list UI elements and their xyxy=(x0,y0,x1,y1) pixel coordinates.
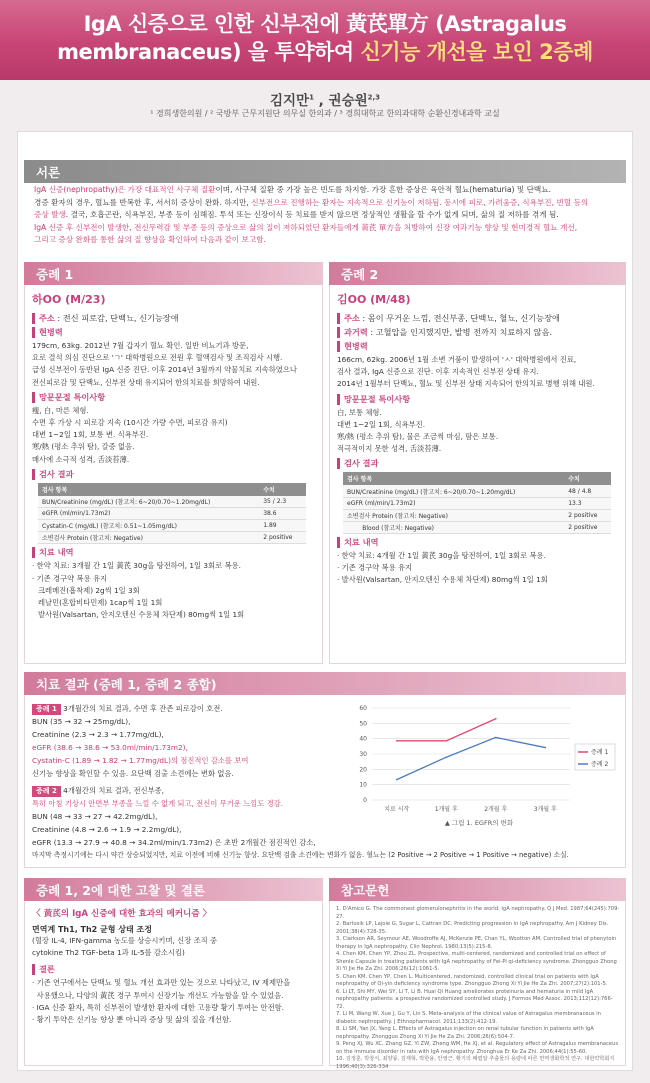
case1-feat-line: 수면 후 가상 시 피로감 지속 (10시간 가량 수면, 피로감 유지) xyxy=(32,418,228,428)
intro-p2: 경증 환자의 경우, 혈뇨를 반복한 후, 서서히 증상이 완화. 하지만, xyxy=(34,197,252,207)
case2-feat-line: 白, 보통 체형. xyxy=(337,407,382,417)
results-case1-tag: 증례 1 xyxy=(32,704,61,715)
table-row xyxy=(343,497,611,509)
case1-feat-line: 매사에 소극적 성격, 舌淡苔薄. xyxy=(32,454,130,464)
results-line: 신기능 향상을 확인할 수 있음. 요단백 검출 소견에는 변화 없음. xyxy=(32,769,234,778)
x-tick-label: 1개월 후 xyxy=(434,806,458,813)
lab-value: 38.6 xyxy=(259,508,306,520)
case2-lab-label: 검사 결과 xyxy=(337,458,625,469)
lab-item: BUN/Creatinine (mg/dL) (참고치: 6~20/0.70~1.20mg/dL) xyxy=(343,485,564,497)
results-case1 xyxy=(32,702,332,780)
reference-item: 1. D'Amico G. The commonest glomerulonephritis in the world: IgA nephropathy. Q J Med. 1987;64(245):709-27. xyxy=(336,906,620,920)
data-point xyxy=(445,740,447,742)
intro-p4: IgA 신증 후 신부전이 발생한, 전신무력감 및 부종 등의 증상으로 삶의 질이 저하되었던 환자들에게 黃芪 單方을 처방하여 신장 여과기능 향상 및 현미경적 혈뇨 개선, xyxy=(34,222,578,232)
reference-item: 2. Bartosik LP, Lajoie G, Sugar L, Cattran DC. Predicting progression in IgA nephropathy. Am J Kidney Dis. 2001;38(4):728-35. xyxy=(336,921,609,935)
y-tick-label: 40 xyxy=(359,735,367,743)
case1-hx xyxy=(32,340,322,389)
case1-feat-line: 瘦, 白, 마른 체형. xyxy=(32,405,89,415)
intro-p3: . 결국, 호흡곤란, 식욕부진, 부종 등이 심해짐. 투석 또는 신장이식 등 치료를 받지 않으면 정상적인 생활을 할 수가 없게 되며, 삶의 질 저하를 겪게 됨. xyxy=(65,210,559,219)
case1-cc-label: 주소 xyxy=(39,313,55,323)
data-point xyxy=(544,747,546,749)
case2-hx xyxy=(337,354,625,391)
case1-lab-table xyxy=(38,483,306,545)
x-tick-label: 3개월 후 xyxy=(533,806,557,813)
case2-hx-line: 2014년 1월부터 단백뇨, 혈뇨 및 신부전 상태 지속되어 한의치료 병행 위해 내원. xyxy=(337,379,595,389)
conclusion-line: · 황기 투약은 신기능 향상 뿐 아니라 증상 및 삶의 질을 개선함. xyxy=(32,1015,232,1025)
lab-value: 1.89 xyxy=(259,520,306,532)
y-tick-label: 30 xyxy=(359,751,367,758)
egfr-chart xyxy=(338,700,620,818)
reference-item: 3. Clarkson AR, Seymour AE, Woodroffe AJ, McKenzie PE, Chan YL, Wootton AM. Controlled trial of phenytoin therapy in IgA nephropathy. Clin Nephrol. 1980;13(5):215-8. xyxy=(336,936,617,950)
case2-hx-line: 검사 결과, IgA 신증으로 진단. 이후 지속적인 신부전 상태 유지. xyxy=(337,367,539,377)
table-row xyxy=(38,496,306,508)
intro-p1: 이며, 사구체 질환 중 가장 높은 빈도를 차지함. 가장 흔한 증상은 육안적 혈뇨(hematuria) 및 단백뇨. xyxy=(215,185,552,194)
data-point xyxy=(495,718,497,720)
reference-item: 4. Chen KM, Chen YP, Zhou ZL. Prospective, multi-centered, randomized and controlled trial on effect of Shenle Capsule in treating patients with IgA nephropathy of Fei-Pi qi-deficiency syndrome. Zhongguo Zhong Xi Yi Jie He Za Zhi. 2006;26(12):1061-5. xyxy=(336,951,617,972)
case2-feat-line: 寒/熱 (평소 추위 탐), 물은 조금씩 마심, 땀은 보통. xyxy=(337,432,499,442)
case1-hx-label: 현병력 xyxy=(32,327,322,338)
reference-item: 5. Chen KM, Chen YP, Chen L. Multicentered, randomized, controlled clinical trial on patients with IgA nephropathy of Qi-yin deficiency syndrome type. Zhongguo Zhong Xi Yi Jie He Za Zhi. 2007;27(2):101-5. xyxy=(336,973,608,987)
results-heading: 치료 결과 (증례 1, 증례 2 종합) xyxy=(24,672,626,695)
title-line-1: IgA 신증으로 인한 신부전에 黃芪單方 (Astragalus xyxy=(83,12,567,36)
lab-item: 소변검사 Protein (참고치: Negative) xyxy=(343,509,564,521)
poster-title xyxy=(0,10,650,66)
case2-pmh-text: 고혈압을 인지했지만, 발병 전까지 치료하지 않음. xyxy=(375,327,553,337)
y-tick-label: 0 xyxy=(363,797,367,804)
case2-feat-line: 적극적이지 못한 성격, 舌淡苔薄. xyxy=(337,444,442,454)
lab-value: 2 positive xyxy=(564,521,611,533)
case1-feat-label: 망문문절 특이사항 xyxy=(32,392,322,403)
intro-p1-red: IgA 신증(nephropathy)은 가장 대표적인 사구체 질환 xyxy=(34,185,216,194)
results-line: 3개월간의 치료 결과, 수면 후 잔존 피로감이 호전. xyxy=(63,704,223,713)
conclusion xyxy=(32,977,320,1026)
x-tick-label: 치료 시작 xyxy=(384,806,410,813)
case2-content xyxy=(337,291,625,587)
lab-item: eGFR (ml/min/1.73m2) xyxy=(343,497,564,509)
y-tick-label: 50 xyxy=(359,720,367,728)
author-2: 권승원 xyxy=(328,93,368,109)
table-row xyxy=(38,508,306,520)
case2-cc: 주소 : 몸이 무거운 느낌, 전신부종, 단백뇨, 혈뇨, 신기능장애 xyxy=(337,313,625,324)
reference-item: 6. Li LT, Shi MY, Wei SY, Li T, Li B. Huai Qi Huang ameliorates proteinuria and hematuria in mild IgA nephropathy patients: a prospective randomized controlled study. J Formos Med Assoc. 2013;112(12):766-72. xyxy=(336,988,613,1010)
conclusion-line: · 기존 연구에서는 단백뇨 및 혈뇨 개선 효과만 있는 것으로 나타났고, IV 제제만을 xyxy=(32,978,291,988)
case1-tx-label: 치료 내역 xyxy=(32,547,322,558)
y-tick-label: 60 xyxy=(359,705,367,712)
case2-tx-line: · 한약 치료: 4개월 간 1일 黃芪 30g을 탕전하여, 1일 3회로 복용. xyxy=(337,550,546,560)
mechanism-line: (혈장 IL-4, IFN-gamma 농도를 상승시키며, 신장 조직 중 xyxy=(32,936,218,945)
data-point xyxy=(445,756,447,758)
lab-item: BUN/Creatinine (mg/dL) (참고치: 6~20/0.70~1.20mg/dL) xyxy=(38,496,259,508)
case1-cc-text: 전신 피로감, 단백뇨, 신기능장애 xyxy=(62,313,179,323)
data-point xyxy=(396,740,398,742)
table-row xyxy=(343,509,611,521)
case1-hx-line: 급성 신부전이 동반된 IgA 신증 진단. 이후 2014년 3월까지 약물치료 지속하였으나 xyxy=(32,365,297,375)
lab-value: 13.3 xyxy=(564,497,611,509)
data-point xyxy=(396,779,398,781)
reference-item: 7. Li M, Wang W, Xue J, Gu Y, Lin S. Meta-analysis of the clinical value of Astragalus membranaceus in diabetic nephropathy. J Ethnopharmacol. 2011;133(2):412-19. xyxy=(336,1011,601,1025)
title-line-2-a: membranaceus) 을 투약하여 xyxy=(57,40,361,64)
table-row xyxy=(343,521,611,533)
reference-list xyxy=(336,906,620,1070)
intro-heading: 서론 xyxy=(24,160,626,183)
author-1-sup: 1 xyxy=(309,93,314,102)
case1-tx-line: 크레메진(흡착제) 2g씩 1일 3회 xyxy=(38,585,140,595)
table-row xyxy=(38,532,306,544)
case2-heading: 증례 2 xyxy=(329,262,626,285)
conclusion-line: 사용했으나, 다양의 黃芪 경구 투여시 신장기능 개선도 가능함을 알 수 있었음. xyxy=(32,990,284,1000)
lab-value: 2 positive xyxy=(259,532,306,544)
authors xyxy=(0,89,650,109)
case2-feat-line: 대변 1~2일 1회, 식욕부진. xyxy=(337,419,426,429)
case1-hx-line: 179cm, 63kg. 2012년 7월 갑자기 혈뇨 확인. 일반 비뇨기과 방문, xyxy=(32,341,249,350)
results-line: 마지막 측정시기에는 다시 약간 상승되었지만, 치료 이전에 비해 신기능 향상. 요단백 검출 소견에는 변화가 없음. 혈뇨는 (2 Positive → 2 Positive → 1 Positive → negative) 소실. xyxy=(32,851,569,859)
case1-patient: 하OO (M/23) xyxy=(32,293,106,306)
author-2-sup: 2,3 xyxy=(367,93,381,102)
case2-pmh-label: 과거력 xyxy=(344,327,368,337)
references-heading: 참고문헌 xyxy=(329,878,626,901)
lab-item: Cystatin-C (mg/dL) (참고치: 0.51~1.05mg/dL) xyxy=(38,520,259,532)
case1-content xyxy=(32,291,322,621)
intro-p2-red: 신부전으로 진행하는 환자는 지속적으로 신기능이 저하됨. 동시에 피로, 가려움증, 식욕부진, 빈혈 등의 xyxy=(251,197,589,207)
mechanism-line: cytokine Th2 TGF-beta 1과 IL-5를 감소시킴) xyxy=(32,948,185,958)
results-line: eGFR (38.6 → 38.6 → 53.0ml/min/1.73m2), xyxy=(32,743,188,752)
discussion-heading: 증례 1, 2에 대한 고찰 및 결론 xyxy=(24,878,323,901)
case1-lab-label: 검사 결과 xyxy=(32,469,322,480)
author-sep: , xyxy=(313,93,329,109)
table-row xyxy=(38,520,306,532)
legend-label: 증례 2 xyxy=(591,761,609,768)
intro-p3-red: 증상 발생 xyxy=(34,210,66,219)
case2-hx-label: 현병력 xyxy=(337,341,625,352)
case2-cc-label: 주소 xyxy=(344,313,360,323)
discussion-content xyxy=(32,907,320,1026)
lab-item: eGFR (ml/min/1.73m2) xyxy=(38,508,259,520)
case1-heading: 증례 1 xyxy=(24,262,323,285)
results-case2-tag: 증례 2 xyxy=(32,786,61,797)
lab-col-item: 검사 항목 xyxy=(38,483,259,496)
case2-pmh: 과거력 : 고혈압을 인지했지만, 발병 전까지 치료하지 않음. xyxy=(337,327,625,338)
table-row xyxy=(343,485,611,497)
lab-value: 35 / 2.3 xyxy=(259,496,306,508)
intro-p5: 그리고 증상 완화를 통한 삶의 질 향상을 확인하여 다음과 같이 보고함. xyxy=(34,235,266,244)
results-line: eGFR (13.3 → 27.9 → 40.8 → 34.2ml/min/1.73m2) 은 초반 2개월간 점진적인 감소, xyxy=(32,838,316,847)
title-banner xyxy=(0,0,650,80)
affiliations: ¹ 경희생한의원 / ² 국방부 근무지원단 의무실 한의과 / ³ 경희대학교 한의과대학 순환신경내과학 교실 xyxy=(150,109,500,118)
case2-feat-label: 망문문절 특이사항 xyxy=(337,394,625,405)
case2-cc-text: 몸이 무거운 느낌, 전신부종, 단백뇨, 혈뇨, 신기능장애 xyxy=(367,313,560,323)
title-highlight: 신기능 개선을 보인 2증례 xyxy=(360,40,593,64)
case1-tx xyxy=(32,560,322,621)
case1-feat-line: 寒/熱 (평소 추위 탐), 갈증 없음. xyxy=(32,442,135,452)
legend-label: 증례 1 xyxy=(591,749,609,756)
x-tick-label: 2개월 후 xyxy=(484,806,508,813)
mechanism-subtitle: 면역계 Th1, Th2 균형 상태 조정 xyxy=(32,925,152,934)
case2-patient: 김OO (M/48) xyxy=(337,293,411,306)
lab-col-item: 검사 항목 xyxy=(343,472,564,485)
case1-tx-line: · 한약 치료: 3개월 간 1일 黃芪 30g을 탕전하여, 1일 3회로 복용. xyxy=(32,561,241,571)
conclusion-line: · IGA 신증 환자, 특히 신부전이 발생한 환자에 대한 고용량 황기 투여는 안전함. xyxy=(32,1002,285,1012)
chart-caption: ▲ 그림 1. EGFR의 변화 xyxy=(444,819,514,827)
results-line: BUN (35 → 32 → 25mg/dL), xyxy=(32,717,131,726)
case1-feat-line: 대변 1~2일 1회, 보통 변. 식욕부진. xyxy=(32,430,149,440)
results-line: Creatinine (4.8 → 2.6 → 1.9 → 2.2mg/dL), xyxy=(32,825,182,834)
case2-hx-line: 166cm, 62kg. 2006년 1월 소변 거품이 발생하여 'ㅅ' 대학병원에서 진료, xyxy=(337,355,577,364)
lab-item: 소변검사 Protein (참고치: Negative) xyxy=(38,532,259,544)
case2-tx xyxy=(337,550,625,587)
case1-hx-line: 요로 결석 의심 진단으로 'ㄱ' 대학병원으로 전원 후 혈액검사 및 조직검사 시행. xyxy=(32,353,283,363)
case2-tx-line: · 발사원(Valsartan, 안지오텐신 수용체 차단제) 80mg씩 1일 1회 xyxy=(337,575,548,585)
mechanism-title: 〈 黃芪의 IgA 신증에 대한 효과의 메커니즘 〉 xyxy=(32,909,212,919)
lab-item: Blood (참고치: Negative) xyxy=(343,521,564,533)
series-line xyxy=(397,719,496,741)
reference-item: 8. Li SM, Yan JX, Yang L. Effects of Astragalus injection on renal tubular function in patients with IgA nephropathy. Zhongguo Zhong Xi Yi Jie He Za Zhi. 2006;26(6):504-7. xyxy=(336,1026,594,1040)
results-line: BUN (48 → 33 → 27 → 42.2mg/dL), xyxy=(32,812,158,821)
case2-feat xyxy=(337,407,625,456)
case2-lab-table xyxy=(343,472,611,534)
case1-tx-line: 레날민(혼합비타민제) 1cap씩 1일 1회 xyxy=(38,597,163,607)
y-tick-label: 20 xyxy=(359,766,367,774)
reference-item: 9. Peng XJ, Wu XC, Zhang GZ, Yi ZW, Zheng WM, He XJ, et al. Regulatory effect of Astragalus membranaceus on the immune disorder in rats with IgA nephropathy. Zhonghua Er Ke Za Zhi. 2006;44(1):55-60. xyxy=(336,1041,619,1055)
author-1: 김지만 xyxy=(269,93,310,109)
case1-cc: 주소 : 전신 피로감, 단백뇨, 신기능장애 xyxy=(32,313,322,324)
lab-value: 2 positive xyxy=(564,509,611,521)
case1-tx-line: · 기존 경구약 복용 유지 xyxy=(32,573,108,583)
results-line: Creatinine (2.3 → 2.3 → 1.77mg/dL), xyxy=(32,730,164,739)
series-line xyxy=(397,737,546,779)
lab-value: 48 / 4.8 xyxy=(564,485,611,497)
y-tick-label: 10 xyxy=(359,781,367,789)
case1-tx-line: 발사원(Valsartan, 안지오텐신 수용체 차단제) 80mg씩 1일 1회 xyxy=(38,610,245,620)
results-line: 특히 아침 기상시 안면부 부종을 느낄 수 없게 되고, 전신이 무거운 느낌도 경감. xyxy=(32,799,283,808)
conclusion-label: 결론 xyxy=(32,964,320,975)
data-point xyxy=(495,737,497,739)
case2-tx-label: 치료 내역 xyxy=(337,537,625,548)
lab-col-value: 수치 xyxy=(564,472,611,485)
title-line-2 xyxy=(0,38,650,66)
results-line: Cystatin-C (1.89 → 1.82 → 1.77mg/dL)의 점진적인 감소를 보여 xyxy=(32,756,249,765)
results-line: 4개월간의 치료 결과, 전신부종, xyxy=(63,786,164,795)
case2-tx-line: · 기존 경구약 복용 유지 xyxy=(337,563,413,573)
case1-feat xyxy=(32,405,322,466)
lab-col-value: 수치 xyxy=(259,483,306,496)
intro-text xyxy=(34,184,624,247)
reference-item: 10. 김정훈, 박창식, 최양륭, 김재혁, 박한용, 안영근. 황기의 폐렴알 추출물의 용량에 따른 면역생화학적 연구. 대한약학회지 1996;40(3):326-334 xyxy=(336,1056,615,1070)
case1-hx-line: 전신피로감 및 단백뇨, 신부전 상태 유지되어 한의치료를 희망하여 내원. xyxy=(32,377,260,387)
